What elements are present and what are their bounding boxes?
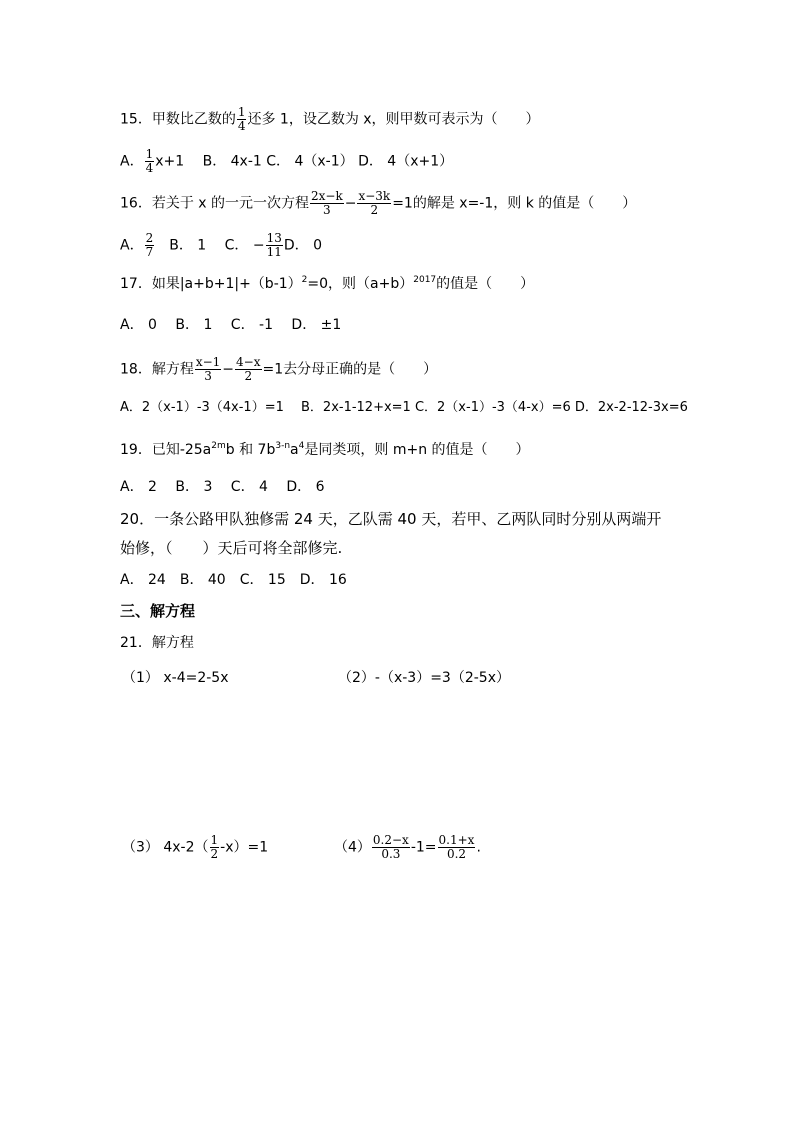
question-21-title: 21．解方程 — [120, 635, 194, 651]
question-20-line-1: 20．一条公路甲队独修需 24 天，乙队需 40 天，若甲、乙两队同时分别从两端开 — [120, 510, 662, 528]
q16-fraction-2: $\frac{x-3k}{2}$ — [358, 189, 391, 217]
q16-option-a-fraction: $\frac{2}{7}$ — [145, 231, 154, 259]
q18-fraction-1: $\frac{x-1}{3}$ — [195, 355, 221, 383]
q21-part-4-fraction-1: $\frac{0.2-x}{0.3}$ — [372, 833, 409, 861]
q17-options: A． 0 B． 1 C． -1 D． ±1 — [120, 317, 342, 333]
question-20-line-2: 始修，（ ）天后可将全部修完. — [120, 539, 343, 557]
q15-option-a-fraction: $\frac{1}{4}$ — [145, 147, 154, 175]
q15-fraction: $\frac{1}{4}$ — [237, 105, 246, 133]
q21-part-2: （2）-（x-3）=3（2-5x） — [338, 670, 510, 686]
q20-options: A． 24 B． 40 C． 15 D． 16 — [120, 572, 347, 588]
q21-part-3: （3） 4x-2（ $\frac{1}{2}$ -x）=1 — [122, 833, 269, 861]
q21-part-1: （1） x-4=2-5x — [122, 670, 229, 686]
q15-text-a: 15．甲数比乙数的 — [120, 111, 236, 128]
q21-part-3-fraction: $\frac{1}{2}$ — [210, 833, 219, 861]
question-17: 17．如果$|a+b+1|+(b-1)^2=0$，则$(a+b)^{2017}$的值是（ ） — [120, 275, 535, 292]
q21-part-4: （4） $\frac{0.2-x}{0.3}$ -1= $\frac{0.1+x}{0.2}$ . — [334, 833, 481, 861]
q16-fraction-1: $\frac{2x-k}{3}$ — [311, 189, 343, 217]
q16-option-c-fraction: $\frac{13}{11}$ — [266, 231, 282, 259]
question-15 — [120, 106, 540, 133]
q15-text-b: 还多 1，设乙数为 x，则甲数可表示为（ ） — [247, 111, 540, 128]
q18-options: A．2（x-1）-3（4x-1）=1 B．2x-1-12+x=1 C．2（x-1）-3（4-x）=6 D．2x-2-12-3x=6 — [120, 400, 688, 415]
section-title: 三、解方程 — [120, 602, 196, 620]
question-16: 16．若关于 x 的一元一次方程 $\frac{2x-k}{3}$ − $\frac{x-3k}{2}$ =1的解是 x=-1，则 k 的值是（ ） — [120, 189, 637, 217]
question-19: 19．已知$-25a^{2m}b$ 和 $7b^{3-n}a^4$是同类项，则 m+n 的值是（ ） — [120, 441, 530, 458]
question-18: 18．解方程 $\frac{x-1}{3}$ − $\frac{4-x}{2}$ =1去分母正确的是（ ） — [120, 355, 438, 383]
q16-options: A． $\frac{2}{7}$ B． 1 C． − $\frac{13}{11}$ D． 0 — [120, 231, 323, 259]
q15-options: A． $\frac{1}{4}$ x+1 B． 4x-1 C． 4（x-1） D． 4（x+1） — [120, 147, 454, 175]
q21-part-4-fraction-2: $\frac{0.1+x}{0.2}$ — [438, 833, 475, 861]
q19-options: A． 2 B． 3 C． 4 D． 6 — [120, 479, 325, 495]
q18-fraction-2: $\frac{4-x}{2}$ — [236, 355, 261, 383]
